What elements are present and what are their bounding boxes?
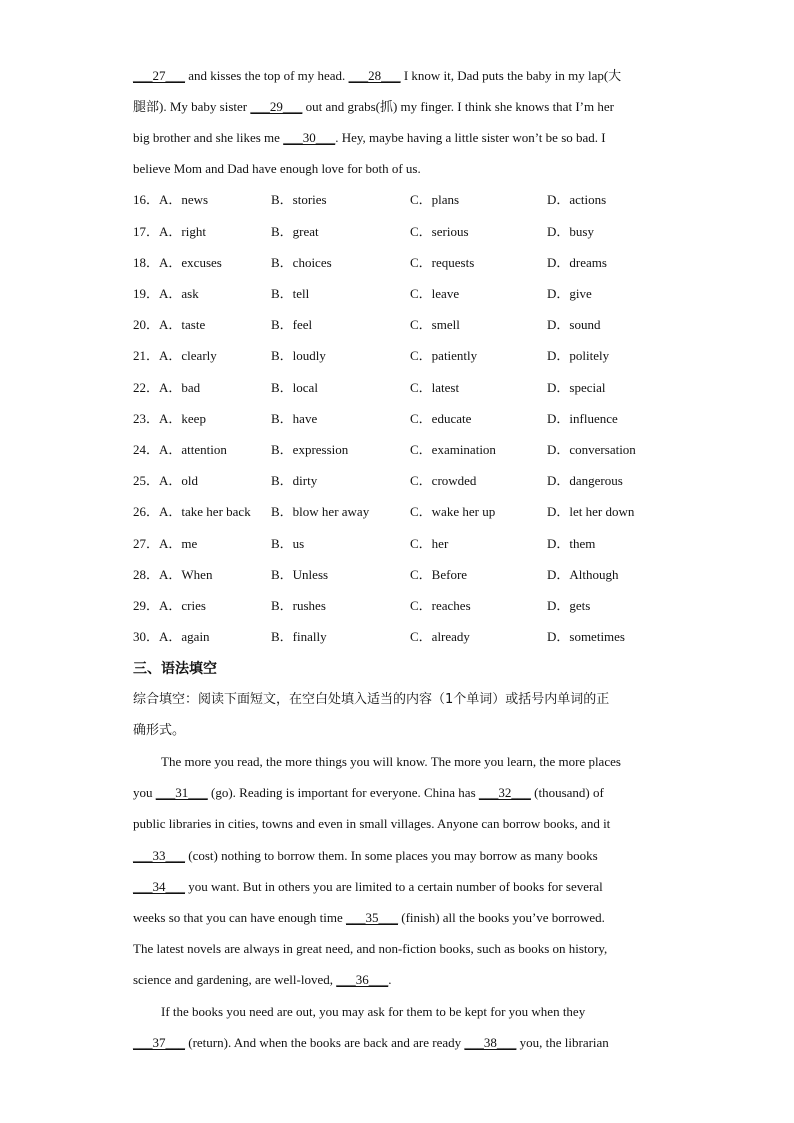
option-d[interactable]: D．gets bbox=[547, 598, 591, 613]
passage-text: The more you read, the more things you will know. The more you learn, the more places bbox=[161, 754, 621, 769]
passage-text: (finish) all the books you’ve borrowed. bbox=[398, 910, 605, 925]
option-a[interactable] bbox=[133, 222, 206, 242]
option-b[interactable]: B．great bbox=[271, 224, 319, 239]
option-c[interactable]: C．crowded bbox=[410, 473, 477, 488]
option-c[interactable]: C．latest bbox=[410, 380, 460, 395]
option-text: A．me bbox=[159, 536, 198, 551]
option-a[interactable] bbox=[133, 471, 198, 491]
option-a[interactable] bbox=[133, 190, 208, 210]
passage-text: you bbox=[133, 785, 156, 800]
option-b[interactable]: B．choices bbox=[271, 255, 332, 270]
answer-blank[interactable]: ___30___ bbox=[283, 130, 336, 145]
question-row bbox=[133, 315, 693, 335]
passage-text: believe Mom and Dad have enough love for both of us. bbox=[133, 161, 421, 176]
option-d[interactable]: D．sound bbox=[547, 317, 601, 332]
option-a[interactable] bbox=[133, 440, 227, 460]
option-d[interactable]: D．Although bbox=[547, 567, 619, 582]
question-number: 18． bbox=[133, 255, 160, 270]
answer-blank[interactable]: ___28___ bbox=[348, 68, 401, 83]
option-c[interactable]: C．already bbox=[410, 629, 470, 644]
question-row bbox=[133, 378, 693, 398]
passage-text: big brother and she likes me bbox=[133, 130, 284, 145]
question-row bbox=[133, 471, 693, 491]
option-b[interactable]: B．us bbox=[271, 536, 305, 551]
option-d[interactable]: D．influence bbox=[547, 411, 618, 426]
passage-line bbox=[133, 66, 621, 86]
instruction-line: 综合填空：阅读下面短文，在空白处填入适当的内容（1个单词）或括号内单词的正 bbox=[133, 692, 610, 707]
section-title: 三、语法填空 bbox=[133, 661, 217, 677]
passage-line bbox=[133, 1033, 609, 1053]
option-b[interactable]: B．tell bbox=[271, 286, 310, 301]
answer-blank[interactable]: ___32___ bbox=[478, 785, 531, 800]
option-a[interactable] bbox=[133, 502, 251, 522]
option-c[interactable]: C．educate bbox=[410, 411, 472, 426]
question-row bbox=[133, 596, 693, 616]
option-text: A．right bbox=[159, 224, 206, 239]
option-b[interactable]: B．rushes bbox=[271, 598, 326, 613]
option-a[interactable] bbox=[133, 378, 200, 398]
option-text: A．ask bbox=[159, 286, 199, 301]
option-d[interactable]: D．dangerous bbox=[547, 473, 623, 488]
passage-line bbox=[161, 1002, 585, 1022]
question-row bbox=[133, 284, 693, 304]
option-text: A．keep bbox=[159, 411, 206, 426]
passage-text: and kisses the top of my head. bbox=[185, 68, 349, 83]
answer-blank[interactable]: ___38___ bbox=[464, 1035, 517, 1050]
question-number: 26． bbox=[133, 504, 160, 519]
option-d[interactable]: D．dreams bbox=[547, 255, 607, 270]
answer-blank[interactable]: ___34___ bbox=[133, 879, 185, 894]
passage-text: public libraries in cities, towns and even in small villages. Anyone can borrow books, and it bbox=[133, 816, 611, 831]
option-text: A．taste bbox=[159, 317, 206, 332]
option-d[interactable]: D．conversation bbox=[547, 442, 636, 457]
passage-text: (return). And when the books are back and are ready bbox=[185, 1035, 465, 1050]
option-b[interactable]: B．feel bbox=[271, 317, 313, 332]
option-text: A．news bbox=[159, 192, 209, 207]
option-text: A．take her back bbox=[159, 504, 251, 519]
answer-blank[interactable]: ___29___ bbox=[250, 99, 303, 114]
question-row bbox=[133, 627, 693, 647]
option-a[interactable] bbox=[133, 627, 210, 647]
option-c[interactable]: C．examination bbox=[410, 442, 496, 457]
option-d[interactable]: D．actions bbox=[547, 192, 607, 207]
option-text: A．old bbox=[159, 473, 199, 488]
option-d[interactable]: D．sometimes bbox=[547, 629, 625, 644]
option-text: A．cries bbox=[159, 598, 206, 613]
option-a[interactable] bbox=[133, 534, 197, 554]
question-row bbox=[133, 409, 693, 429]
option-b[interactable]: B．local bbox=[271, 380, 318, 395]
passage-line bbox=[133, 159, 421, 179]
question-row bbox=[133, 346, 693, 366]
question-number: 16． bbox=[133, 192, 160, 207]
option-text: A．clearly bbox=[159, 348, 217, 363]
question-number: 24． bbox=[133, 442, 160, 457]
option-c[interactable]: C．serious bbox=[410, 224, 469, 239]
option-c[interactable]: C．her bbox=[410, 536, 449, 551]
question-number: 23． bbox=[133, 411, 160, 426]
option-b[interactable]: B．Unless bbox=[271, 567, 329, 582]
option-b[interactable]: B．finally bbox=[271, 629, 327, 644]
passage-line bbox=[133, 783, 604, 803]
answer-blank[interactable]: ___31___ bbox=[155, 785, 208, 800]
passage-text: you, the librarian bbox=[516, 1035, 609, 1050]
option-a[interactable] bbox=[133, 253, 222, 273]
option-text: A．bad bbox=[159, 380, 201, 395]
option-a[interactable] bbox=[133, 284, 199, 304]
option-b[interactable]: B．expression bbox=[271, 442, 349, 457]
question-row bbox=[133, 565, 693, 585]
option-c[interactable]: C．Before bbox=[410, 567, 468, 582]
question-row bbox=[133, 190, 693, 210]
option-a[interactable] bbox=[133, 565, 212, 585]
option-d[interactable]: D．special bbox=[547, 380, 606, 395]
question-number: 17． bbox=[133, 224, 160, 239]
passage-text: you want. But in others you are limited to a certain number of books for several bbox=[185, 879, 603, 894]
passage-line bbox=[133, 908, 605, 928]
passage-line bbox=[161, 752, 621, 772]
question-row bbox=[133, 502, 693, 522]
option-d[interactable]: D．busy bbox=[547, 224, 594, 239]
passage-text: (go). Reading is important for everyone. China has bbox=[207, 785, 479, 800]
question-row bbox=[133, 440, 693, 460]
option-text: A．attention bbox=[159, 442, 227, 457]
passage-text: . bbox=[388, 972, 392, 987]
option-a[interactable] bbox=[133, 596, 206, 616]
option-d[interactable]: D．them bbox=[547, 536, 596, 551]
passage-text: science and gardening, are well-loved, bbox=[133, 972, 337, 987]
passage-text: weeks so that you can have enough time bbox=[133, 910, 346, 925]
option-b[interactable]: B．blow her away bbox=[271, 504, 370, 519]
passage-text: . Hey, maybe having a little sister won’t be so bad. I bbox=[335, 130, 606, 145]
question-row bbox=[133, 534, 693, 554]
option-c[interactable]: C．patiently bbox=[410, 348, 478, 363]
question-number: 25． bbox=[133, 473, 160, 488]
instruction-line: 确形式。 bbox=[133, 723, 186, 738]
question-number: 28． bbox=[133, 567, 160, 582]
passage-line bbox=[133, 128, 606, 148]
option-c[interactable]: C．smell bbox=[410, 317, 460, 332]
option-b[interactable]: B．stories bbox=[271, 192, 327, 207]
option-c[interactable]: C．plans bbox=[410, 192, 460, 207]
passage-text: The latest novels are always in great need, and non-fiction books, such as books on history, bbox=[133, 941, 608, 956]
passage-text: If the books you need are out, you may ask for them to be kept for you when they bbox=[161, 1004, 586, 1019]
passage-text: out and grabs(抓) my finger. I think she knows that I’m her bbox=[302, 99, 614, 114]
answer-blank[interactable]: ___35___ bbox=[346, 910, 398, 925]
option-b[interactable]: B．have bbox=[271, 411, 318, 426]
answer-blank[interactable]: ___36___ bbox=[336, 972, 389, 987]
question-number: 20． bbox=[133, 317, 160, 332]
passage-line bbox=[133, 939, 607, 959]
question-number: 30． bbox=[133, 629, 160, 644]
question-number: 22． bbox=[133, 380, 160, 395]
passage-text: (thousand) of bbox=[530, 785, 604, 800]
question-number: 27． bbox=[133, 536, 160, 551]
passage-text: I know it, Dad puts the baby in my lap(大 bbox=[400, 68, 622, 83]
passage-text: (cost) nothing to borrow them. In some places you may borrow as many books bbox=[185, 848, 598, 863]
passage-line bbox=[133, 814, 610, 834]
option-a[interactable] bbox=[133, 315, 205, 335]
option-d[interactable]: D．let her down bbox=[547, 504, 635, 519]
question-number: 29． bbox=[133, 598, 160, 613]
passage-line bbox=[133, 97, 614, 117]
option-a[interactable] bbox=[133, 409, 206, 429]
option-b[interactable]: B．loudly bbox=[271, 348, 326, 363]
option-text: A．excuses bbox=[159, 255, 222, 270]
question-row bbox=[133, 222, 693, 242]
option-c[interactable]: C．wake her up bbox=[410, 504, 496, 519]
option-d[interactable]: D．politely bbox=[547, 348, 610, 363]
option-b[interactable]: B．dirty bbox=[271, 473, 318, 488]
passage-line bbox=[133, 970, 391, 990]
option-text: A．again bbox=[159, 629, 210, 644]
answer-blank[interactable]: ___27___ bbox=[133, 68, 185, 83]
option-c[interactable]: C．leave bbox=[410, 286, 460, 301]
option-c[interactable]: C．reaches bbox=[410, 598, 471, 613]
option-d[interactable]: D．give bbox=[547, 286, 592, 301]
answer-blank[interactable]: ___37___ bbox=[133, 1035, 185, 1050]
question-number: 21． bbox=[133, 348, 160, 363]
answer-blank[interactable]: ___33___ bbox=[133, 848, 185, 863]
passage-line bbox=[133, 846, 598, 866]
option-text: A．When bbox=[159, 567, 213, 582]
question-row bbox=[133, 253, 693, 273]
option-a[interactable] bbox=[133, 346, 217, 366]
passage-text: 腿部). My baby sister bbox=[133, 99, 251, 114]
option-c[interactable]: C．requests bbox=[410, 255, 475, 270]
question-number: 19． bbox=[133, 286, 160, 301]
passage-line bbox=[133, 877, 603, 897]
